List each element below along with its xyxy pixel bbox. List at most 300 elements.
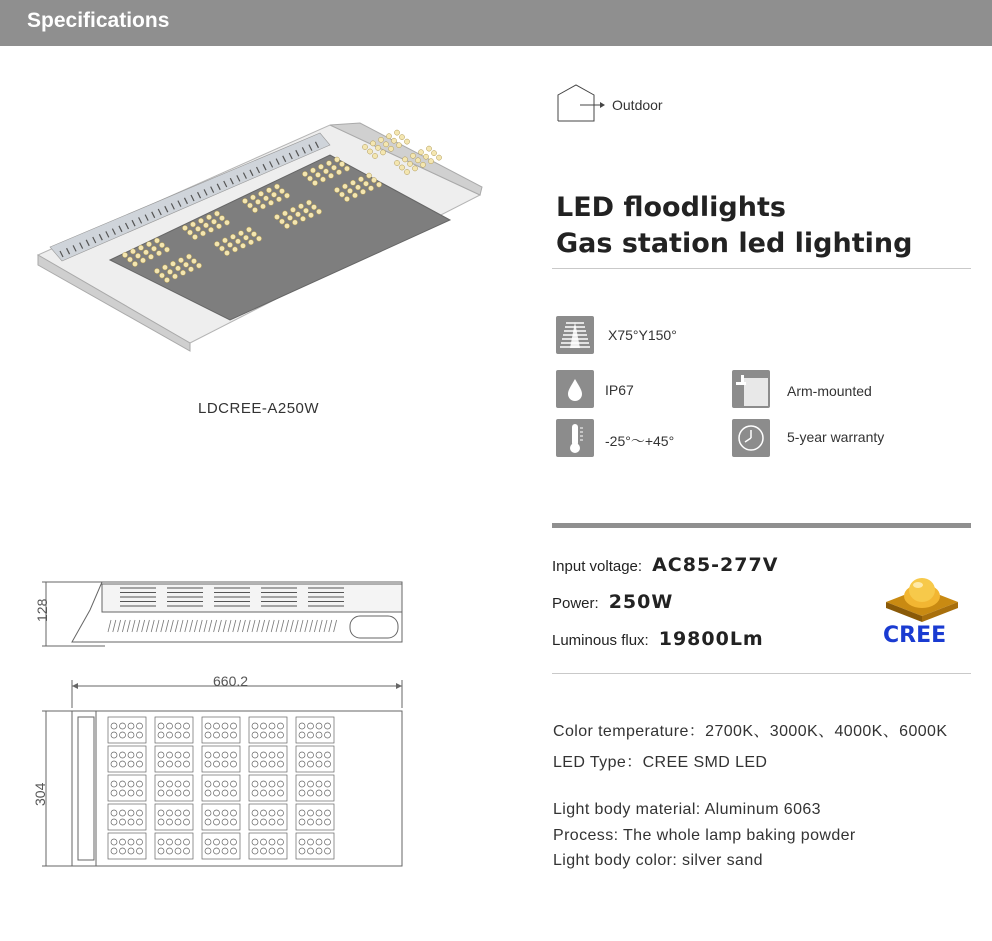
module-outline	[155, 775, 193, 801]
module-outline	[108, 775, 146, 801]
module-led	[175, 752, 181, 758]
module-led	[252, 732, 258, 738]
side-slot-line	[247, 620, 250, 632]
dimension-height: 128	[34, 598, 50, 622]
led-dot	[186, 254, 191, 259]
module-outline	[155, 717, 193, 743]
module-outline	[296, 717, 334, 743]
side-slot-line	[180, 620, 183, 632]
technical-drawing	[30, 570, 450, 880]
led-dot	[274, 214, 279, 219]
led-dot	[295, 212, 300, 217]
led-dot	[388, 146, 393, 151]
module-led	[222, 848, 228, 854]
side-slot-line	[166, 620, 169, 632]
led-dot	[196, 263, 201, 268]
water-drop-icon	[556, 370, 594, 408]
module-led	[214, 790, 220, 796]
module-led	[214, 781, 220, 787]
led-dot	[203, 223, 208, 228]
module-led	[137, 761, 143, 767]
led-dot	[138, 245, 143, 250]
house-icon	[556, 83, 612, 123]
module-led	[184, 752, 190, 758]
module-led	[167, 848, 173, 854]
module-led	[128, 790, 134, 796]
module-led	[316, 752, 322, 758]
led-dot	[178, 258, 183, 263]
led-dot	[164, 247, 169, 252]
led-dot	[415, 158, 420, 163]
module-led	[269, 839, 275, 845]
module-led	[214, 732, 220, 738]
section-header	[0, 0, 992, 46]
led-dot	[372, 153, 377, 158]
led-dot	[162, 265, 167, 270]
led-dot	[164, 277, 169, 282]
led-dot	[367, 149, 372, 154]
module-led	[278, 761, 284, 767]
module-led	[111, 752, 117, 758]
led-dot	[156, 251, 161, 256]
module-led	[222, 761, 228, 767]
led-dot	[368, 186, 373, 191]
led-dot	[376, 182, 381, 187]
module-led	[325, 848, 331, 854]
side-slot-line	[286, 620, 289, 632]
module-led	[128, 723, 134, 729]
led-dot	[371, 178, 376, 183]
led-dot	[407, 161, 412, 166]
module-led	[325, 781, 331, 787]
module-led	[214, 752, 220, 758]
module-led	[205, 819, 211, 825]
module-led	[269, 819, 275, 825]
module-outline	[202, 746, 240, 772]
input-voltage-value: AC85-277V	[652, 554, 779, 576]
input-voltage-label: Input voltage:	[552, 558, 643, 575]
led-dot	[362, 144, 367, 149]
led-dot	[271, 192, 276, 197]
module-led	[205, 848, 211, 854]
led-dot	[279, 189, 284, 194]
led-dot	[154, 268, 159, 273]
module-led	[308, 723, 314, 729]
side-slot-line	[218, 620, 221, 632]
module-led	[308, 810, 314, 816]
module-led	[299, 752, 305, 758]
module-led	[261, 848, 267, 854]
module-led	[252, 761, 258, 767]
led-dot	[146, 242, 151, 247]
module-led	[222, 810, 228, 816]
cree-logo-text: CREE	[883, 623, 947, 648]
led-dot	[344, 166, 349, 171]
led-dot	[315, 172, 320, 177]
module-led	[184, 839, 190, 845]
module-led	[269, 761, 275, 767]
led-dot	[132, 261, 137, 266]
module-led	[316, 810, 322, 816]
module-led	[167, 819, 173, 825]
module-led	[137, 781, 143, 787]
module-led	[222, 819, 228, 825]
led-dot	[258, 191, 263, 196]
led-dot	[302, 171, 307, 176]
module-led	[128, 810, 134, 816]
module-led	[261, 723, 267, 729]
module-led	[120, 723, 126, 729]
led-dot	[227, 242, 232, 247]
led-dot	[208, 227, 213, 232]
module-outline	[249, 775, 287, 801]
side-slot-line	[238, 620, 241, 632]
module-led	[175, 848, 181, 854]
module-led	[205, 839, 211, 845]
side-slot-line	[305, 620, 308, 632]
module-led	[167, 752, 173, 758]
led-dot	[292, 220, 297, 225]
led-dot	[255, 199, 260, 204]
led-dot	[219, 216, 224, 221]
module-led	[316, 723, 322, 729]
led-dot	[306, 200, 311, 205]
led-dot	[334, 187, 339, 192]
side-slot-line	[281, 620, 284, 632]
led-dot	[339, 192, 344, 197]
module-led	[120, 819, 126, 825]
module-led	[120, 781, 126, 787]
led-dot	[247, 203, 252, 208]
luminous-flux-label: Luminous flux:	[552, 632, 649, 649]
ip-rating-value: IP67	[605, 382, 634, 398]
side-slot-line	[233, 620, 236, 632]
module-led	[137, 839, 143, 845]
led-dot	[284, 193, 289, 198]
led-dot	[175, 266, 180, 271]
led-dot	[366, 173, 371, 178]
side-slot-line	[108, 620, 111, 632]
module-led	[231, 810, 237, 816]
module-outline	[108, 746, 146, 772]
module-led	[111, 790, 117, 796]
side-slot-line	[271, 620, 274, 632]
luminous-flux-row	[552, 628, 764, 650]
led-dot	[404, 169, 409, 174]
temperature-value: -25°～+45°	[605, 433, 675, 449]
led-dot	[336, 170, 341, 175]
module-outline	[108, 717, 146, 743]
led-dot	[192, 234, 197, 239]
module-led	[316, 732, 322, 738]
beam-angle-value: X75°Y150°	[608, 327, 677, 343]
power-label: Power:	[552, 595, 599, 612]
module-led	[261, 761, 267, 767]
led-dot	[250, 195, 255, 200]
module-led	[120, 839, 126, 845]
module-led	[325, 839, 331, 845]
led-dot	[143, 250, 148, 255]
module-led	[308, 839, 314, 845]
module-led	[158, 752, 164, 758]
side-slot-line	[324, 620, 327, 632]
module-led	[261, 819, 267, 825]
side-slot-line	[142, 620, 145, 632]
led-dot	[135, 253, 140, 258]
led-dot	[187, 230, 192, 235]
side-slot-line	[122, 620, 125, 632]
led-dot	[391, 138, 396, 143]
led-type: LED Type：CREE SMD LED	[553, 754, 768, 771]
divider	[552, 673, 971, 674]
led-dot	[195, 226, 200, 231]
led-dot	[219, 246, 224, 251]
mounting-value: Arm-mounted	[787, 383, 872, 399]
led-dot	[159, 273, 164, 278]
module-led	[214, 723, 220, 729]
module-led	[111, 810, 117, 816]
module-led	[261, 781, 267, 787]
led-dot	[172, 274, 177, 279]
module-outline	[202, 717, 240, 743]
led-dot	[426, 146, 431, 151]
led-dot	[122, 252, 127, 257]
module-led	[120, 732, 126, 738]
module-led	[231, 848, 237, 854]
module-led	[269, 790, 275, 796]
module-led	[111, 848, 117, 854]
module-led	[231, 781, 237, 787]
module-led	[308, 819, 314, 825]
led-dot	[284, 223, 289, 228]
module-led	[158, 761, 164, 767]
led-dot	[323, 169, 328, 174]
module-led	[158, 723, 164, 729]
divider-thick	[552, 523, 971, 528]
side-slot-line	[170, 620, 173, 632]
led-dot	[344, 196, 349, 201]
module-led	[252, 839, 258, 845]
led-dot	[127, 257, 132, 262]
module-outline	[155, 833, 193, 859]
cree-logo	[880, 570, 964, 654]
module-led	[128, 732, 134, 738]
led-dot	[355, 185, 360, 190]
led-dot	[331, 165, 336, 170]
led-dot	[402, 157, 407, 162]
side-slot-line	[151, 620, 154, 632]
module-led	[231, 819, 237, 825]
led-dot	[230, 234, 235, 239]
side-slot-line	[156, 620, 159, 632]
side-slot-line	[146, 620, 149, 632]
module-led	[158, 819, 164, 825]
led-dot	[383, 142, 388, 147]
module-led	[167, 781, 173, 787]
module-led	[184, 781, 190, 787]
side-slot-line	[190, 620, 193, 632]
side-slot-line	[204, 620, 207, 632]
led-dot	[130, 249, 135, 254]
side-slot-line	[185, 620, 188, 632]
dimension-width: 304	[32, 782, 48, 806]
led-dot	[188, 267, 193, 272]
led-dot	[303, 208, 308, 213]
module-outline	[296, 775, 334, 801]
led-dot	[180, 270, 185, 275]
module-led	[184, 810, 190, 816]
module-led	[128, 781, 134, 787]
led-dot	[191, 259, 196, 264]
led-dot	[412, 166, 417, 171]
module-led	[299, 839, 305, 845]
module-led	[299, 790, 305, 796]
module-led	[137, 810, 143, 816]
led-dot	[251, 232, 256, 237]
body-material: Light body material: Aluminum 6063	[553, 801, 821, 818]
side-slot-line	[290, 620, 293, 632]
module-led	[261, 839, 267, 845]
module-led	[269, 752, 275, 758]
module-led	[205, 781, 211, 787]
module-led	[184, 819, 190, 825]
side-slot-line	[161, 620, 164, 632]
headline-line-1: LED floodlights	[556, 192, 786, 223]
module-led	[175, 819, 181, 825]
module-led	[252, 848, 258, 854]
module-led	[205, 723, 211, 729]
module-led	[167, 761, 173, 767]
led-dot	[399, 135, 404, 140]
led-dot	[428, 159, 433, 164]
module-led	[111, 761, 117, 767]
side-slot-line	[118, 620, 121, 632]
module-led	[175, 839, 181, 845]
module-led	[137, 732, 143, 738]
module-led	[261, 732, 267, 738]
led-dot	[394, 130, 399, 135]
module-led	[158, 810, 164, 816]
module-led	[325, 761, 331, 767]
module-led	[222, 723, 228, 729]
module-led	[184, 732, 190, 738]
module-led	[325, 723, 331, 729]
module-led	[184, 723, 190, 729]
module-led	[158, 732, 164, 738]
module-led	[222, 839, 228, 845]
warranty-value: 5-year warranty	[787, 429, 885, 445]
module-led	[308, 761, 314, 767]
module-led	[278, 810, 284, 816]
led-dot	[298, 204, 303, 209]
led-dot	[396, 143, 401, 148]
led-dot	[363, 181, 368, 186]
led-dot	[159, 243, 164, 248]
led-dot	[274, 184, 279, 189]
led-dot	[151, 246, 156, 251]
module-led	[205, 810, 211, 816]
led-dot	[380, 150, 385, 155]
module-led	[214, 810, 220, 816]
module-led	[111, 732, 117, 738]
led-dot	[260, 204, 265, 209]
led-dot	[211, 219, 216, 224]
led-dot	[290, 207, 295, 212]
led-dot	[326, 161, 331, 166]
module-led	[252, 810, 258, 816]
side-slot-line	[314, 620, 317, 632]
led-dot	[308, 213, 313, 218]
module-led	[111, 723, 117, 729]
module-outline	[249, 804, 287, 830]
module-led	[175, 790, 181, 796]
product-image	[30, 115, 490, 355]
side-slot-line	[223, 620, 226, 632]
module-led	[214, 848, 220, 854]
clock-icon	[732, 419, 770, 457]
color-temperature: Color temperature：2700K、3000K、4000K、6000K	[553, 723, 948, 740]
module-led	[269, 723, 275, 729]
module-led	[316, 819, 322, 825]
outdoor-label: Outdoor	[612, 97, 663, 113]
body-color: Light body color: silver sand	[553, 852, 763, 869]
led-dot	[268, 200, 273, 205]
side-slot-line	[214, 620, 217, 632]
side-slot-line	[276, 620, 279, 632]
module-outline	[155, 746, 193, 772]
headline-line-2: Gas station led lighting	[556, 228, 913, 259]
process: Process: The whole lamp baking powder	[553, 827, 856, 844]
module-led	[252, 781, 258, 787]
led-dot	[232, 247, 237, 252]
led-dot	[316, 209, 321, 214]
module-led	[184, 848, 190, 854]
led-dot	[334, 157, 339, 162]
thermometer-icon	[556, 419, 594, 457]
led-dot	[216, 224, 221, 229]
led-dot	[224, 220, 229, 225]
side-slot-line	[266, 620, 269, 632]
module-outline	[155, 804, 193, 830]
led-dot	[420, 162, 425, 167]
module-led	[158, 848, 164, 854]
side-slot-line	[127, 620, 130, 632]
module-led	[261, 790, 267, 796]
module-led	[269, 848, 275, 854]
led-dot	[375, 145, 380, 150]
side-slot-line	[334, 620, 337, 632]
module-led	[137, 819, 143, 825]
module-led	[278, 723, 284, 729]
module-led	[308, 752, 314, 758]
module-led	[269, 810, 275, 816]
module-led	[175, 761, 181, 767]
module-led	[158, 839, 164, 845]
module-led	[325, 732, 331, 738]
side-slot-line	[329, 620, 332, 632]
luminous-flux-value: 19800Lm	[658, 628, 764, 650]
module-led	[325, 810, 331, 816]
module-led	[278, 781, 284, 787]
led-dot	[235, 239, 240, 244]
module-led	[111, 819, 117, 825]
module-led	[205, 732, 211, 738]
module-led	[184, 790, 190, 796]
module-led	[308, 732, 314, 738]
divider	[552, 268, 971, 269]
module-led	[278, 732, 284, 738]
side-slot-line	[252, 620, 255, 632]
